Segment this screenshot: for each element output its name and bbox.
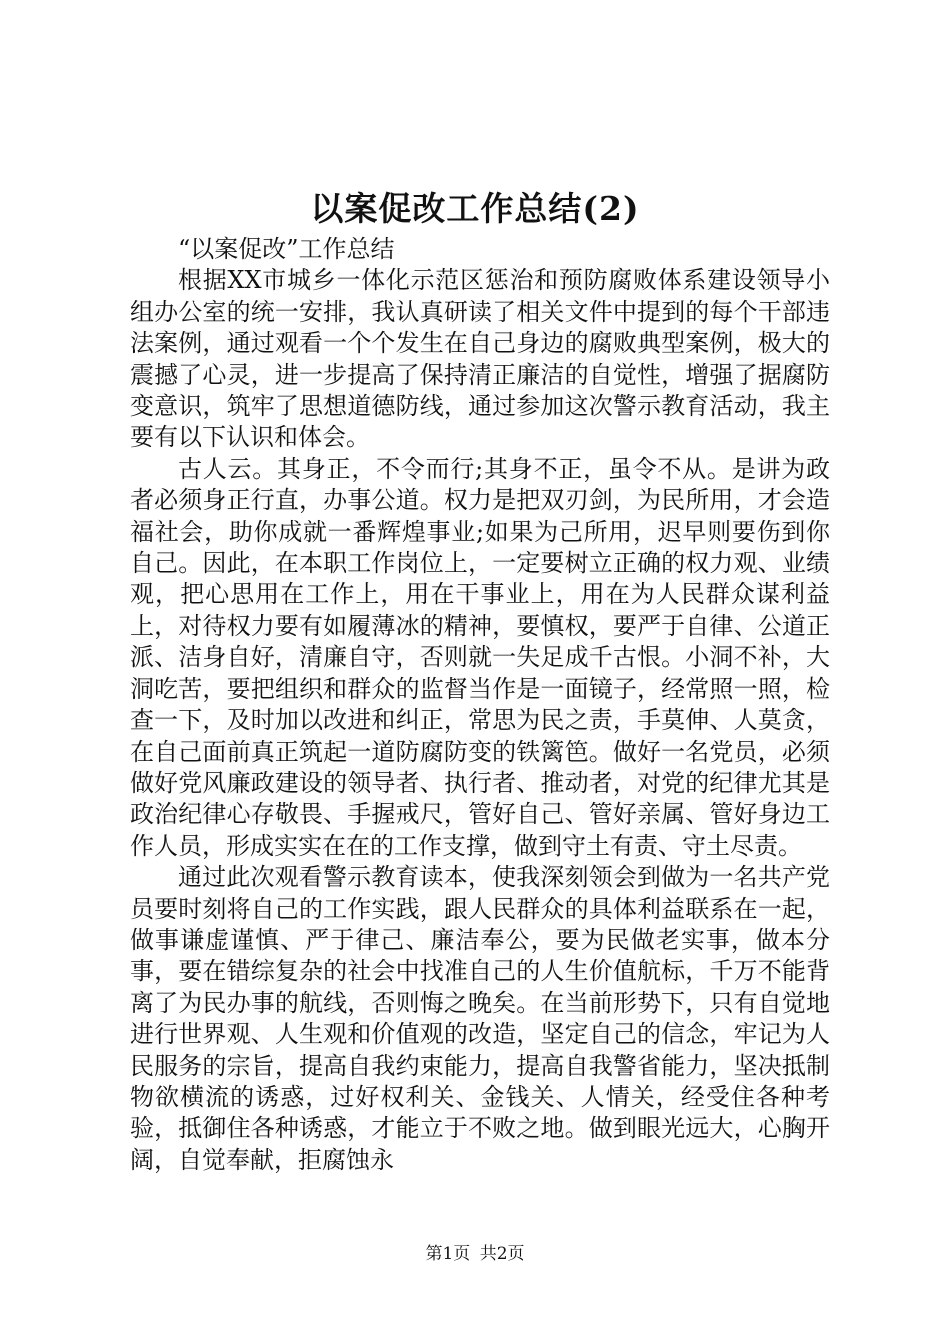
paragraph-ancient-saying: 古人云。其身正，不令而行;其身不正，虽令不从。是讲为政者必须身正行直，办事公道。权力是把双刃剑，为民所用，才会造福社会，助你成就一番辉煌事业;如果为己所用，迟早则要伤到你自己。因此，在本职工作岗位上，一定要树立正确的权力观、业绩观，把心思用在工作上，用在干事业上，用在为人民群众谋利益上，对待权力要有如履薄冰的精神，要慎权，要严于自律、公道正派、洁身自好，清廉自守，否则就一失足成千古恨。小洞不补，大洞吃苦，要把组织和群众的监督当作是一面镜子，经常照一照，检查一下，及时加以改进和纠正，常思为民之责，手莫伸、人莫贪，在自己面前真正筑起一道防腐防变的铁篱笆。做好一名党员，必须做好党风廉政建设的领导者、执行者、推动者，对党的纪律尤其是政治纪律心存敬畏、手握戒尺，管好自己、管好亲属、管好身边工作人员，形成实实在在的工作支撑，做到守土有责、守土尽责。	[130, 454, 830, 860]
document-title: 以案促改工作总结(2)	[310, 189, 640, 228]
paragraph-subtitle: “以案促改”工作总结	[178, 235, 395, 263]
page-footer	[0, 1243, 950, 1265]
document-body	[130, 234, 830, 1176]
paragraph-intro: 根据XX市城乡一体化示范区惩治和预防腐败体系建设领导小组办公室的统一安排，我认真研读了相关文件中提到的每个干部违法案例，通过观看一个个发生在自己身边的腐败典型案例，极大的震撼了心灵，进一步提高了保持清正廉洁的自觉性，增强了据腐防变意识，筑牢了思想道德防线，通过参加这次警示教育活动，我主要有以下认识和体会。	[130, 266, 830, 452]
page-total: 共2页	[479, 1244, 525, 1264]
paragraph-reflection: 通过此次观看警示教育读本，使我深刻领会到做为一名共产党员要时刻将自己的工作实践，跟人民群众的具体利益联系在一起，做事谦虚谨慎、严于律己、廉洁奉公，要为民做老实事，做本分事，要在错综复杂的社会中找准自己的人生价值航标，千万不能背离了为民办事的航线，否则悔之晚矣。在当前形势下，只有自觉地进行世界观、人生观和价值观的改造，坚定自己的信念，牢记为人民服务的宗旨，提高自我约束能力，提高自我警省能力，坚决抵制物欲横流的诱惑，过好权利关、金钱关、人情关，经受住各种考验，抵御住各种诱惑，才能立于不败之地。做到眼光远大，心胸开阔，自觉奉献，拒腐蚀永	[130, 863, 830, 1174]
page-number: 第1页	[425, 1244, 471, 1264]
